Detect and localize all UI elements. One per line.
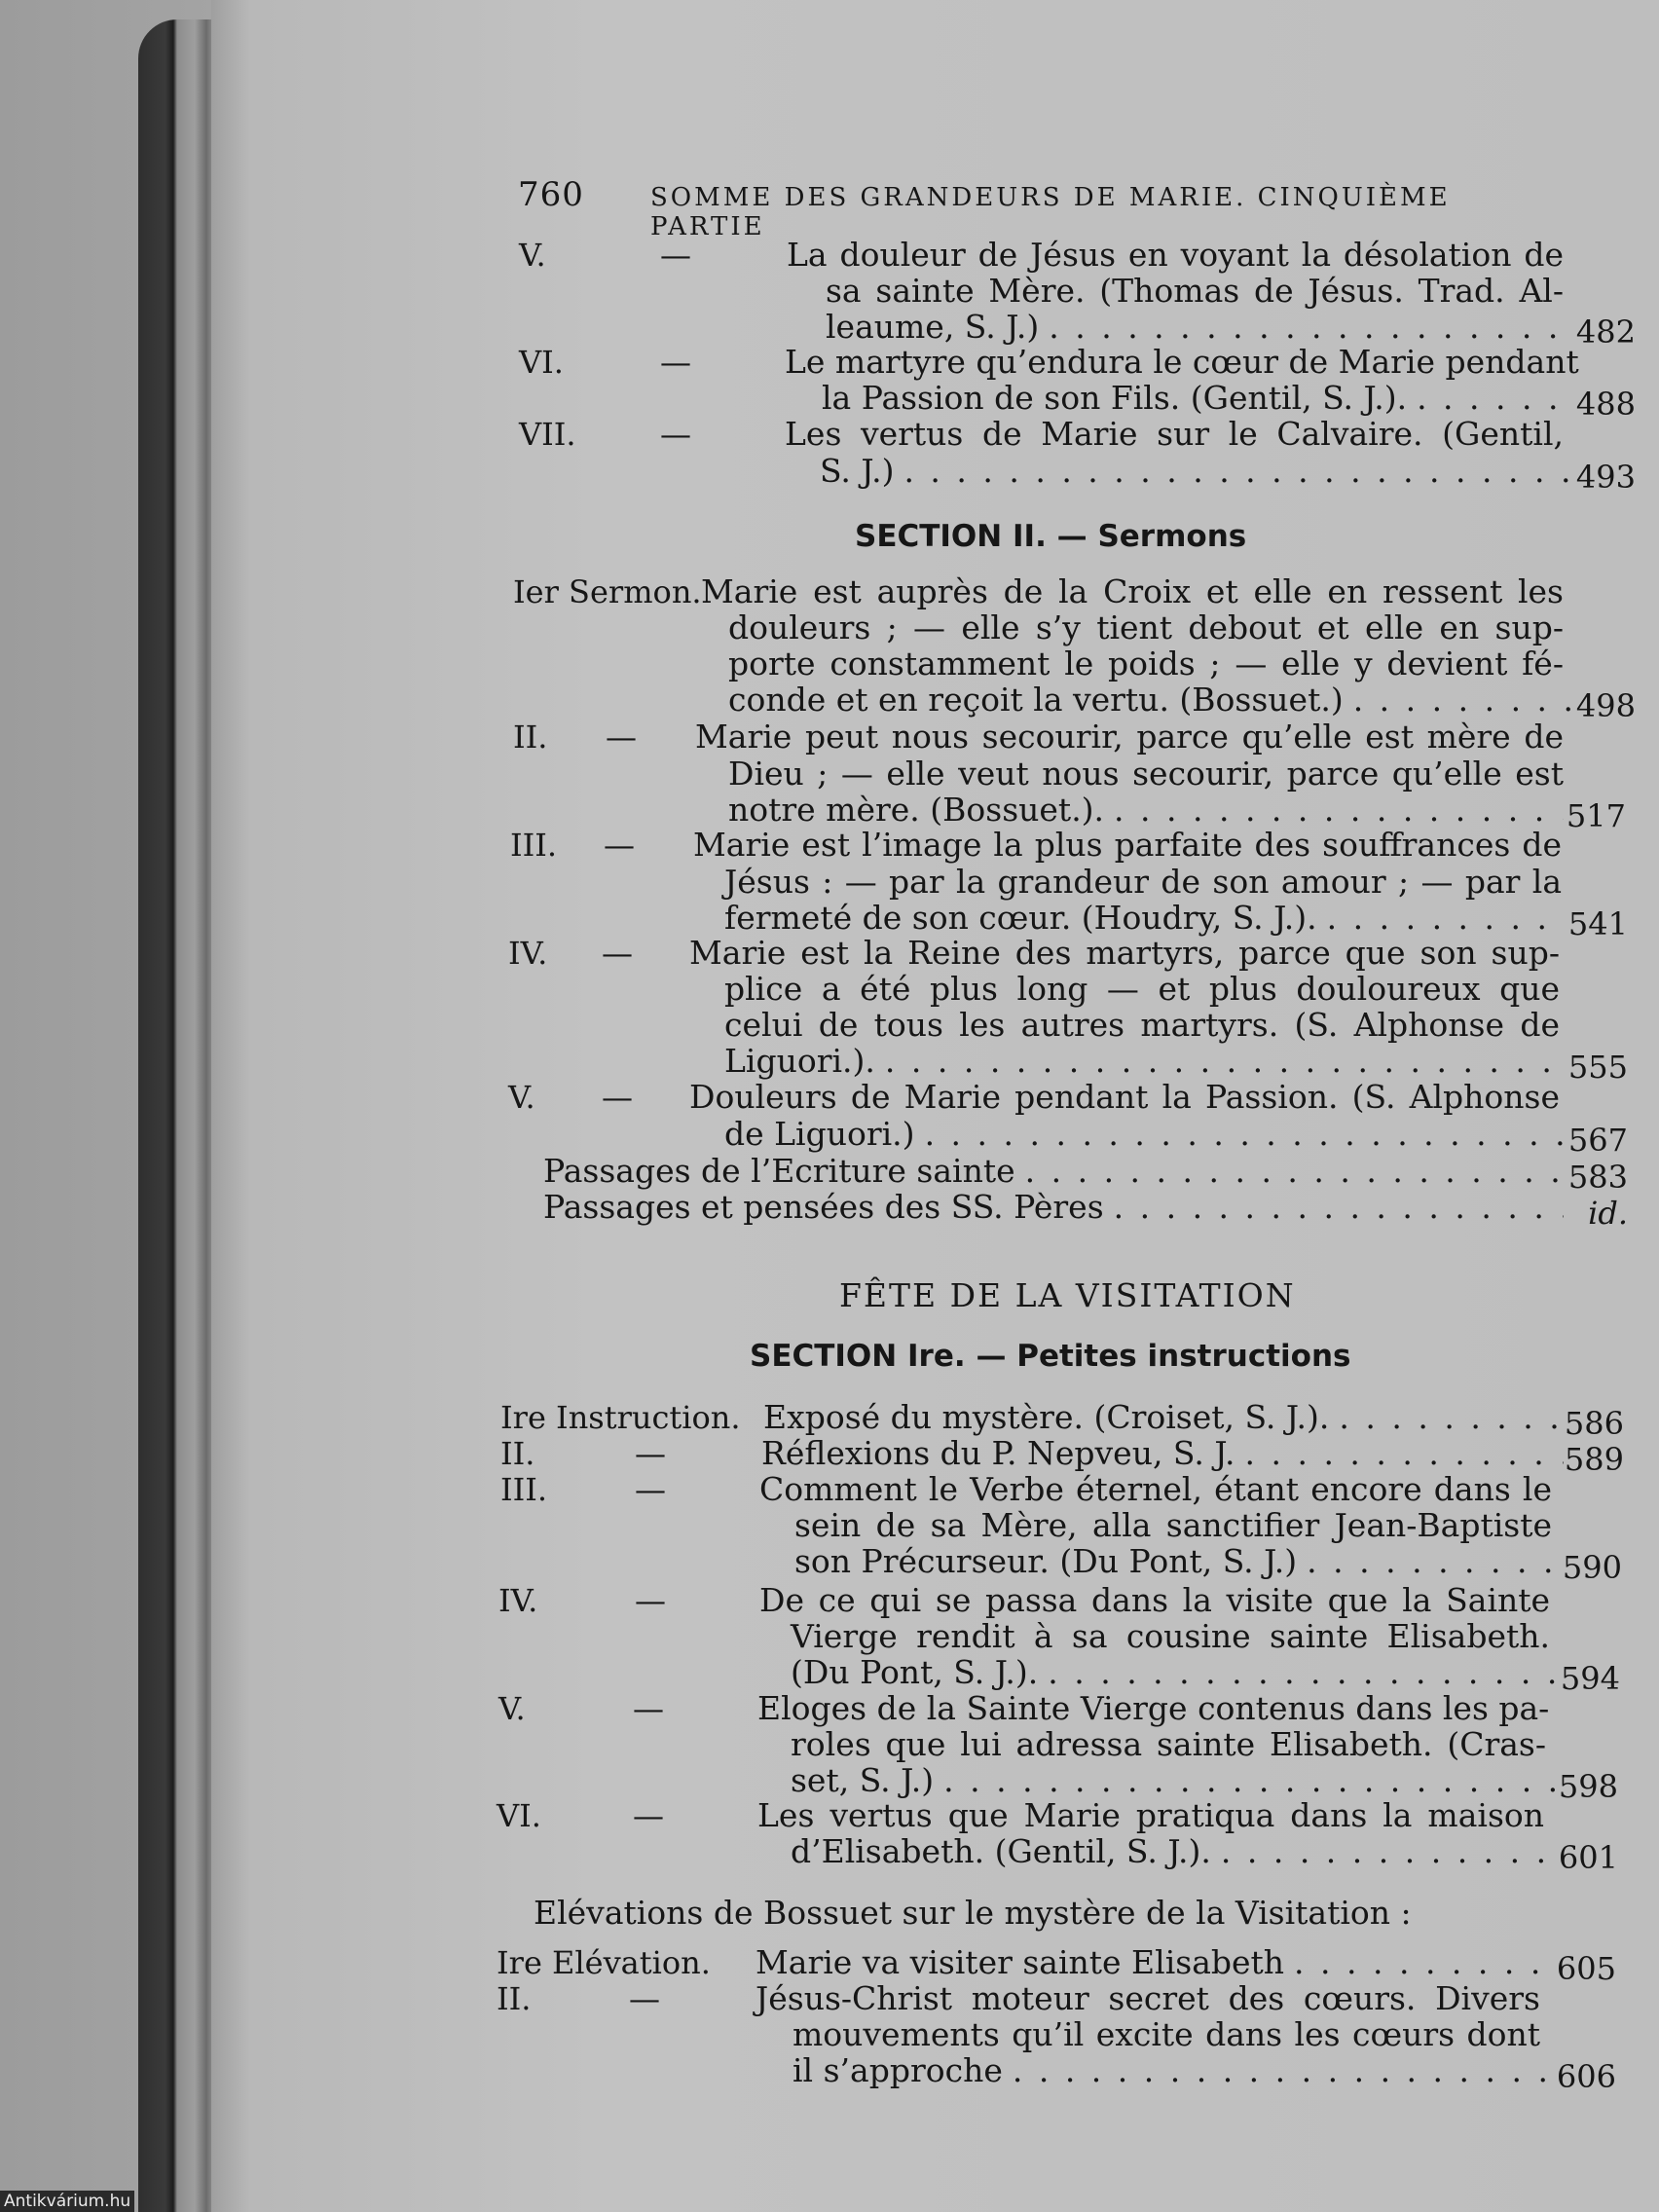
- entry-label: V.: [508, 1079, 535, 1116]
- entry-line: De ce qui se passa dans la visite que la Sainte: [759, 1581, 1550, 1619]
- entry-label: II.: [500, 1435, 535, 1472]
- entry-dash: —: [602, 935, 633, 972]
- entry-line: Les vertus que Marie pratiqua dans la maison: [757, 1796, 1544, 1834]
- entry-line: sein de sa Mère, alla sanctifier Jean-Baptiste: [794, 1506, 1552, 1544]
- entry-line: roles que lui adressa sainte Elisabeth. (Cras-: [791, 1725, 1546, 1763]
- entry-line: Eloges de la Sainte Vierge contenus dans les pa-: [757, 1689, 1550, 1727]
- entry-line: Douleurs de Marie pendant la Passion. (S. Alphonse: [689, 1078, 1560, 1116]
- entry-line: sa sainte Mère. (Thomas de Jésus. Trad. Al-: [826, 272, 1564, 310]
- entry-label: III.: [500, 1471, 548, 1508]
- entry-leader-line: Réflexions du P. Nepveu, S. J. . . .: [761, 1435, 1564, 1472]
- entry-leader-line: leaume, S. J.) . . .: [826, 309, 1573, 346]
- entry-line: Marie est auprès de la Croix et elle en ressent les: [701, 572, 1564, 610]
- elevations-intro: Elévations de Bossuet sur le mystère de la Visitation :: [534, 1894, 1412, 1932]
- entry-dash: —: [635, 1582, 666, 1619]
- entry-label: IV.: [498, 1582, 538, 1619]
- entry-leader-line: S. J.) . . .: [820, 453, 1573, 490]
- entry-line: porte constamment le poids ; — elle y devient fé-: [728, 645, 1564, 682]
- entry-line: Marie est la Reine des martyrs, parce que son sup-: [689, 934, 1560, 972]
- entry-leader-line: de Liguori.) . . .: [724, 1116, 1564, 1153]
- entry-leader-line: conde et en reçoit la vertu. (Bossuet.) . . .: [728, 682, 1573, 719]
- entry-page: 517: [1566, 797, 1626, 834]
- instruction-label: Ire Instruction.: [500, 1399, 741, 1436]
- entry-page: 601: [1558, 1839, 1618, 1876]
- entry-dash: —: [660, 416, 691, 453]
- section-heading-sermons: SECTION II. — Sermons: [855, 519, 1247, 554]
- entry-page: 583: [1567, 1159, 1628, 1196]
- entry-line: Le martyre qu’endura le cœur de Marie pendant: [785, 343, 1579, 381]
- entry-page: 541: [1567, 905, 1628, 942]
- entry-line: Jésus-Christ moteur secret des cœurs. Divers: [756, 1979, 1540, 2017]
- entry-line: Jésus : — par la grandeur de son amour ; — par la: [724, 863, 1562, 901]
- entry-line: douleurs ; — elle s’y tient debout et elle en sup-: [728, 608, 1564, 646]
- passages-line: Passages de l’Ecriture sainte . . .: [543, 1153, 1564, 1190]
- entry-page: 586: [1564, 1405, 1624, 1442]
- entry-label: V.: [519, 237, 546, 274]
- entry-page: 606: [1556, 2058, 1616, 2095]
- entry-dash: —: [604, 827, 635, 864]
- entry-dash: —: [635, 1435, 666, 1472]
- entry-page: 605: [1556, 1950, 1616, 1987]
- entry-label: VII.: [519, 416, 576, 453]
- entry-page: 482: [1575, 313, 1636, 350]
- entry-page: 498: [1575, 687, 1636, 724]
- entry-page: 589: [1564, 1441, 1624, 1478]
- entry-line: Marie est l’image la plus parfaite des souffrances de: [693, 826, 1562, 864]
- entry-leader-line: son Précurseur. (Du Pont, S. J.) . . .: [794, 1543, 1560, 1580]
- section-heading-instructions: SECTION Ire. — Petites instructions: [750, 1339, 1351, 1374]
- entry-leader-line: la Passion de son Fils. (Gentil, S. J.). . . .: [822, 380, 1573, 417]
- entry-page: 555: [1567, 1049, 1628, 1086]
- entry-line: Marie peut nous secourir, parce qu’elle est mère de: [695, 718, 1564, 756]
- running-title: SOMME DES GRANDEURS DE MARIE. CINQUIÈME PARTIE: [650, 183, 1451, 241]
- entry-leader-line: (Du Pont, S. J.). . . .: [791, 1654, 1558, 1691]
- entry-dash: —: [633, 1690, 664, 1727]
- entry-leader-line: notre mère. (Bossuet.). . . .: [728, 792, 1564, 829]
- entry-line: Dieu ; — elle veut nous secourir, parce qu’elle est: [728, 755, 1564, 793]
- entry-label: IV.: [508, 935, 548, 972]
- watermark: Antikvárium.hu: [0, 2191, 134, 2212]
- entry-page: 590: [1562, 1549, 1622, 1586]
- entry-page: 567: [1567, 1122, 1628, 1159]
- running-header: [518, 175, 1509, 241]
- entry-label: V.: [498, 1690, 526, 1727]
- entry-leader-line: Marie va visiter sainte Elisabeth . . .: [756, 1944, 1554, 1981]
- entry-leader-line: Liguori.). . . .: [724, 1043, 1564, 1080]
- entry-line: mouvements qu’il excite dans les cœurs dont: [793, 2015, 1540, 2053]
- sermon-label: Ier Sermon.: [513, 573, 702, 610]
- page-number: 760: [518, 175, 584, 214]
- entry-label: II.: [513, 719, 548, 756]
- elevation-label: Ire Elévation.: [497, 1944, 711, 1981]
- entry-label: VI.: [519, 344, 564, 381]
- entry-label: III.: [510, 827, 558, 864]
- feast-heading: FÊTE DE LA VISITATION: [839, 1276, 1296, 1314]
- entry-dash: —: [660, 344, 691, 381]
- entry-dash: —: [633, 1797, 664, 1834]
- entry-leader-line: set, S. J.) . . .: [791, 1762, 1556, 1799]
- entry-line: celui de tous les autres martyrs. (S. Alphonse de: [724, 1006, 1560, 1044]
- entry-dash: —: [606, 719, 637, 756]
- entry-leader-line: d’Elisabeth. (Gentil, S. J.). . . .: [791, 1833, 1556, 1870]
- entry-leader-line: fermeté de son cœur. (Houdry, S. J.). . . .: [724, 900, 1564, 937]
- entry-label: II.: [497, 1980, 532, 2017]
- entry-page: 598: [1558, 1768, 1618, 1805]
- entry-dash: —: [660, 237, 691, 274]
- entry-line: Les vertus de Marie sur le Calvaire. (Gentil,: [785, 415, 1564, 453]
- entry-line: plice a été plus long — et plus douloureux que: [724, 970, 1560, 1008]
- entry-line: La douleur de Jésus en voyant la désolation de: [787, 236, 1564, 274]
- entry-page: 493: [1575, 459, 1636, 496]
- entry-page: 594: [1560, 1660, 1620, 1697]
- entry-label: VI.: [497, 1797, 541, 1834]
- entry-dash: —: [629, 1980, 660, 2017]
- entry-dash: —: [635, 1471, 666, 1508]
- entry-leader-line: Exposé du mystère. (Croiset, S. J.). . . .: [763, 1399, 1564, 1436]
- entry-leader-line: il s’approche . . .: [793, 2052, 1554, 2089]
- entry-page: 488: [1575, 386, 1636, 423]
- passages-line: Passages et pensées des SS. Pères . . .: [543, 1189, 1564, 1226]
- entry-line: Vierge rendit à sa cousine sainte Elisabeth.: [791, 1617, 1550, 1655]
- entry-dash: —: [602, 1079, 633, 1116]
- entry-line: Comment le Verbe éternel, étant encore dans le: [759, 1470, 1552, 1508]
- entry-page: id.: [1588, 1195, 1628, 1232]
